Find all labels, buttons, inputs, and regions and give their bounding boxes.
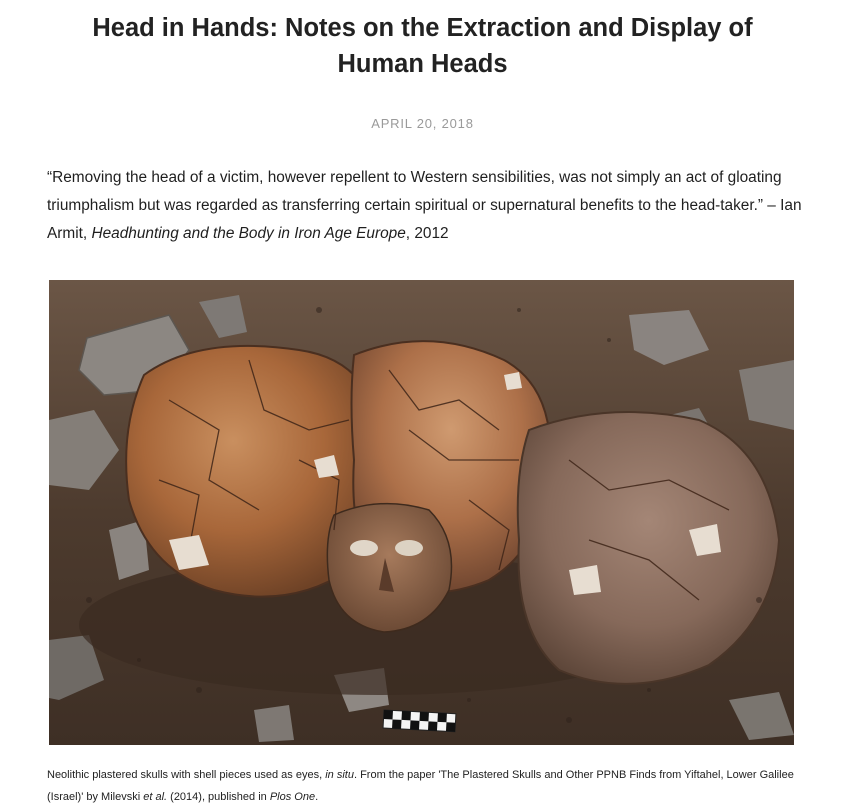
shell-eye-right bbox=[395, 540, 423, 556]
caption-in-situ: in situ bbox=[325, 769, 354, 781]
epigraph-quote: “Removing the head of a victim, however repellent to Western sensibilities, was not simply an act of gloating triumphalism but was regarded as transferring certain spiritual or supernatural benefits to the head-taker.” bbox=[47, 169, 782, 214]
caption-et-al: et al. bbox=[143, 791, 168, 803]
plastered-face bbox=[327, 504, 451, 632]
epigraph bbox=[47, 164, 807, 248]
epigraph-year: , 2012 bbox=[405, 225, 449, 242]
caption-journal: Plos One bbox=[269, 791, 316, 803]
figure-caption bbox=[47, 764, 807, 808]
epigraph-book-title: Headhunting and the Body in Iron Age Europe bbox=[91, 225, 406, 242]
article-title: Head in Hands: Notes on the Extraction and Display of Human Heads bbox=[92, 14, 753, 78]
shell-eye-left bbox=[350, 540, 378, 556]
caption-text-2: . From the paper 'The Plastered Skulls and Other PPNB Finds from Yiftahel, Lower Galilee (Israel)' by Milevski bbox=[47, 769, 794, 803]
caption-text-3: (2014), published in bbox=[167, 791, 270, 803]
scale-bar bbox=[383, 710, 456, 732]
caption-text-1: Neolithic plastered skulls with shell pieces used as eyes, bbox=[47, 769, 326, 781]
caption-text-4: . bbox=[315, 791, 319, 803]
epigraph-attribution: – Ian Armit, bbox=[47, 197, 802, 242]
plastered-skulls-photo bbox=[49, 280, 794, 745]
post-date: APRIL 20, 2018 bbox=[371, 116, 474, 131]
